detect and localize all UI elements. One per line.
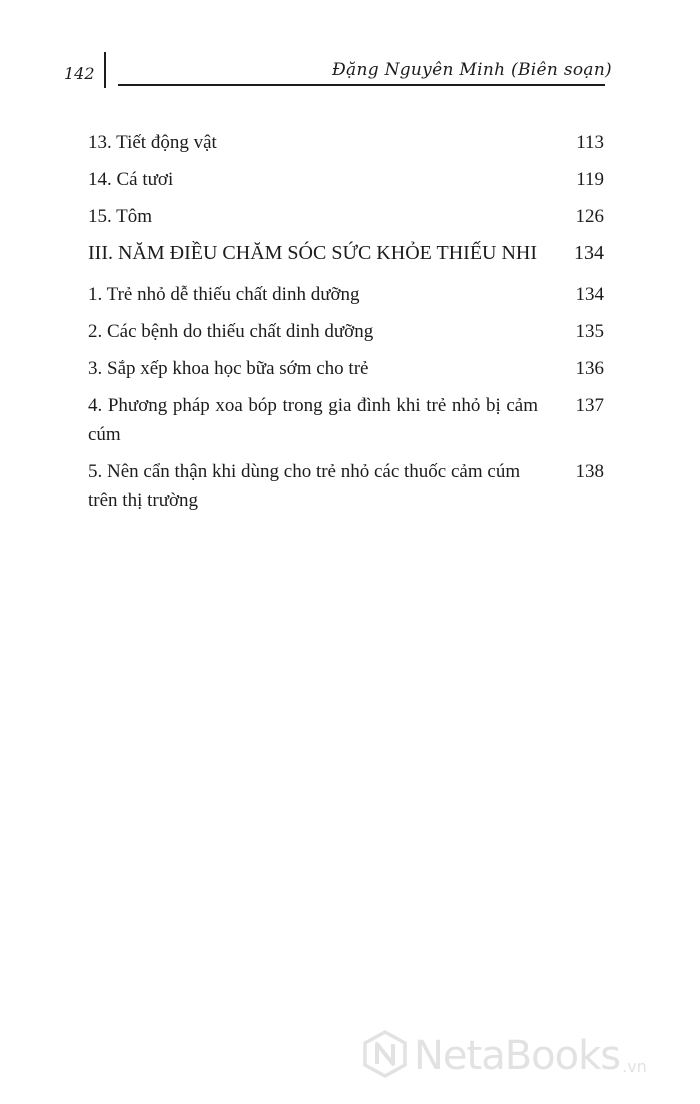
netabooks-logo-icon	[362, 1030, 408, 1078]
toc-entry	[88, 317, 604, 346]
toc-entry	[88, 202, 604, 231]
toc-entry-title: 14. Cá tươi	[88, 169, 174, 190]
toc-entry-title: 15. Tôm	[88, 206, 153, 227]
toc-entry-title: 3. Sắp xếp khoa học bữa sớm cho trẻ	[88, 358, 369, 379]
toc-entry-title: 2. Các bệnh do thiếu chất dinh dưỡng	[88, 321, 374, 342]
watermark-tld: .vn	[622, 1057, 647, 1076]
toc-entry-page: 136	[575, 358, 604, 379]
toc-entry-page: 137	[575, 395, 604, 416]
toc-entry-title: 4. Phương pháp xoa bóp trong gia đình khi trẻ nhỏ bị cảm cúm	[88, 395, 538, 445]
toc-section-title: III. NĂM ĐIỀU CHĂM SÓC SỨC KHỎE THIẾU NHI	[88, 242, 538, 264]
toc-entry-page: 134	[575, 284, 604, 305]
toc-entry	[88, 391, 604, 449]
toc-entry-title: 1. Trẻ nhỏ dễ thiếu chất dinh dưỡng	[88, 284, 360, 305]
toc-section-heading	[88, 239, 604, 268]
header-vertical-divider	[104, 52, 106, 88]
toc-entry-page: 135	[575, 321, 604, 342]
toc-entry	[88, 280, 604, 309]
toc-entry	[88, 354, 604, 383]
toc-entry-page: 134	[574, 242, 604, 264]
table-of-contents	[88, 128, 604, 523]
toc-entry	[88, 128, 604, 157]
toc-entry-page: 113	[576, 132, 604, 153]
toc-entry-page: 138	[575, 461, 604, 482]
toc-entry-title: 5. Nên cẩn thận khi dùng cho trẻ nhỏ các thuốc cảm cúm trên thị trường	[88, 461, 521, 511]
toc-entry-page: 126	[575, 206, 604, 227]
toc-entry	[88, 457, 604, 515]
page-number: 142	[64, 64, 95, 83]
header-rule	[118, 84, 605, 86]
toc-entry	[88, 165, 604, 194]
watermark-brand: NetaBooks	[414, 1033, 621, 1079]
toc-entry-title: 13. Tiết động vật	[88, 132, 217, 153]
watermark	[362, 1030, 647, 1078]
running-header-title: Đặng Nguyên Minh (Biên soạn)	[331, 60, 612, 80]
toc-entry-page: 119	[576, 169, 604, 190]
